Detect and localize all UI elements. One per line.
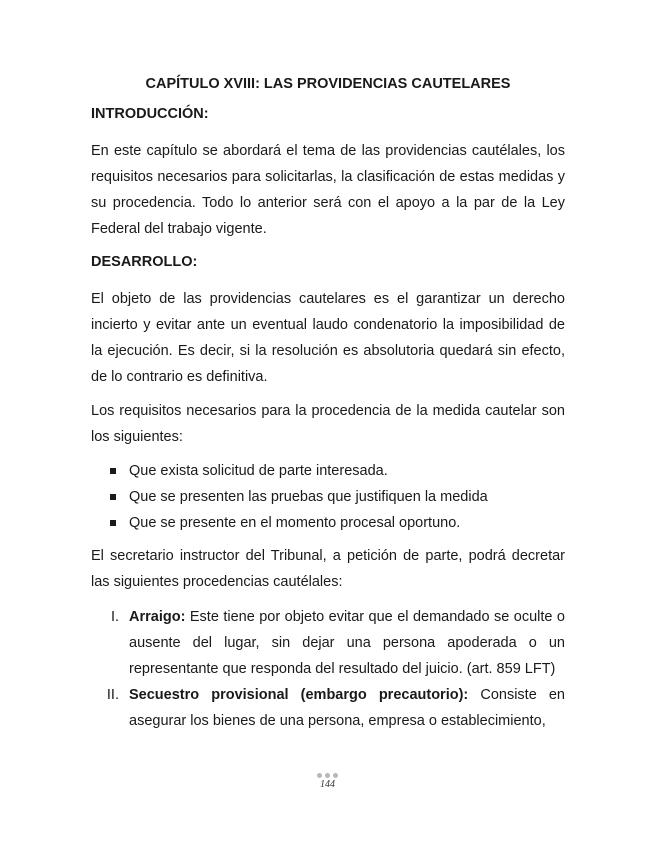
procedure-term: Arraigo: — [129, 609, 186, 625]
development-paragraph-2: Los requisitos necesarios para la procedencia de la medida cautelar son los siguientes: — [91, 403, 565, 445]
development-paragraph-3: El secretario instructor del Tribunal, a petición de parte, podrá decretar las siguientes procedencias cautélales: — [91, 548, 565, 590]
intro-heading: INTRODUCCIÓN: — [91, 106, 209, 122]
procedure-term: Secuestro provisional (embargo precautorio): — [129, 687, 469, 703]
page-footer — [0, 773, 655, 790]
square-bullet-icon — [110, 494, 116, 500]
list-item-text: Que se presente en el momento procesal oportuno. — [129, 515, 461, 531]
square-bullet-icon — [110, 468, 116, 474]
chapter-title: CAPÍTULO XVIII: LAS PROVIDENCIAS CAUTELARES — [145, 76, 511, 92]
list-item — [91, 510, 565, 536]
development-paragraph-1: El objeto de las providencias cautelares es el garantizar un derecho incierto y evitar ante un eventual laudo condenatorio la imposibilidad de la ejecución. Es decir, si la resolución es absolutoria quedará sin efecto, de lo contrario es definitiva. — [91, 291, 565, 385]
procedures-list — [91, 604, 565, 734]
list-item — [91, 604, 565, 682]
page-number: 144 — [320, 779, 335, 790]
procedure-text: Consiste en asegurar los bienes de una persona, empresa o establecimiento, — [129, 687, 565, 729]
list-item — [91, 484, 565, 510]
list-item-text: Que exista solicitud de parte interesada. — [129, 463, 388, 479]
square-bullet-icon — [110, 520, 116, 526]
list-item — [91, 682, 565, 734]
procedure-text: Este tiene por objeto evitar que el demandado se oculte o ausente del lugar, sin dejar una persona apoderada o un representante que responda del resultado del juicio. (art. 859 LFT) — [129, 609, 565, 677]
requirements-list — [91, 458, 565, 536]
list-number: II. — [106, 687, 119, 703]
list-item-text: Que se presenten las pruebas que justifiquen la medida — [129, 489, 488, 505]
footer-ornament — [0, 773, 655, 778]
list-item — [91, 458, 565, 484]
list-number: I. — [110, 609, 119, 625]
development-heading: DESARROLLO: — [91, 254, 198, 270]
intro-paragraph: En este capítulo se abordará el tema de las providencias cautélales, los requisitos necesarios para solicitarlas, la clasificación de estas medidas y su procedencia. Todo lo anterior será con el apoyo a la par de la Ley Federal del trabajo vigente. — [91, 143, 565, 237]
